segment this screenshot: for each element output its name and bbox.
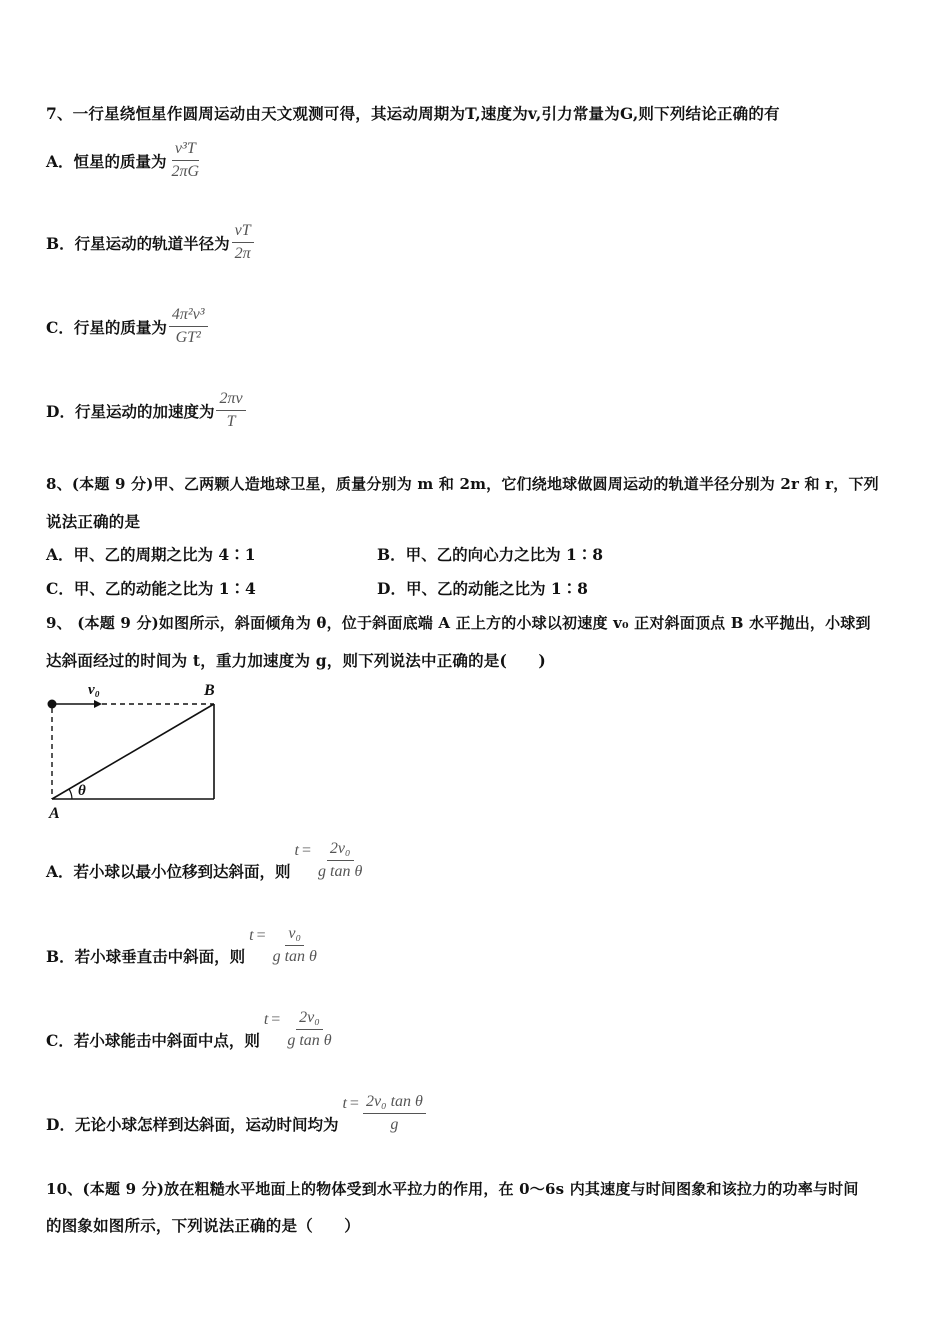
q9-d-frac (363, 1093, 426, 1135)
v0-label: v₀ (88, 682, 100, 698)
q9-a-frac (315, 840, 365, 882)
q9-option-a-label: A．若小球以最小位移到达斜面，则 (46, 861, 291, 881)
q7-d-denominator: T (226, 413, 236, 431)
q9-option-c-formula (263, 999, 335, 1050)
q7-b-numerator: vT (232, 222, 254, 243)
q7-option-b (46, 222, 254, 264)
q7-stem: 7、一行星绕恒星作圆周运动由天文观测可得，其运动周期为T,速度为v,引力常量为G,则下列结论正确的有 (46, 104, 780, 123)
q7-option-d-formula (216, 390, 245, 432)
q9-option-d-label: D．无论小球怎样到达斜面，运动时间均为 (46, 1114, 339, 1134)
q9-option-d-formula (342, 1083, 425, 1134)
incline-figure (44, 678, 224, 827)
q8-stem-line2: 说法正确的是 (46, 512, 141, 531)
q7-a-numerator: v³T (172, 140, 199, 161)
q9-stem-line1: 9、 (本题 9 分)如图所示，斜面倾角为 θ，位于斜面底端 A 正上方的小球以初速度 v₀ 正对斜面顶点 B 水平抛出，小球到 (46, 614, 871, 632)
q8-option-d: D．甲、乙的动能之比为 1∶8 (377, 579, 588, 598)
q9-c-numerator: 2v₀ (296, 1009, 323, 1030)
q9-d-eq: = (349, 1094, 359, 1112)
velocity-arrowhead (94, 700, 102, 708)
incline-diagram (44, 678, 224, 823)
q9-b-eq: = (256, 926, 266, 944)
q10-stem-line2: 的图象如图所示，下列说法正确的是（ ） (46, 1216, 361, 1235)
q9-d-numerator: 2v₀ tan θ (363, 1093, 426, 1114)
q9-d-denominator: g (390, 1116, 399, 1134)
q7-option-d-label: D．行星运动的加速度为 (46, 401, 215, 421)
q9-b-t: t (249, 926, 254, 944)
q7-option-c-label: C．行星的质量为 (46, 317, 167, 337)
theta-label: θ (78, 783, 86, 799)
q9-option-c-label: C．若小球能击中斜面中点，则 (46, 1030, 260, 1050)
q9-b-denominator: g tan θ (272, 948, 317, 966)
q9-a-denominator: g tan θ (318, 863, 363, 881)
q8-option-c: C．甲、乙的动能之比为 1∶4 (46, 579, 256, 598)
q7-option-a-label: A．恒星的质量为 (46, 151, 167, 171)
q7-option-c-formula (169, 306, 208, 348)
q7-b-denominator: 2π (234, 245, 251, 263)
q9-option-a (46, 840, 365, 882)
q9-option-c (46, 1009, 335, 1051)
q7-a-denominator: 2πG (171, 163, 200, 181)
q7-option-c (46, 306, 208, 348)
q9-a-eq: = (301, 841, 312, 859)
q9-a-numerator: 2v₀ (327, 840, 354, 861)
q10-stem-line1: 10、(本题 9 分)放在粗糙水平地面上的物体受到水平拉力的作用，在 0～6s 内其速度与时间图象和该拉力的功率与时间 (46, 1180, 859, 1198)
q7-option-a-formula (169, 140, 203, 182)
point-a-label: A (49, 805, 60, 822)
q9-c-t: t (263, 1010, 269, 1028)
q7-option-b-formula (232, 222, 254, 264)
incline-hypotenuse (52, 704, 214, 799)
q7-c-denominator: GT² (175, 329, 201, 347)
q9-option-d (46, 1093, 426, 1135)
q9-stem-line2: 达斜面经过的时间为 t，重力加速度为 g，则下列说法中正确的是( ) (46, 651, 546, 670)
q9-option-b-formula (249, 915, 320, 966)
q7-d-numerator: 2πv (216, 390, 245, 411)
q7-option-a (46, 140, 202, 182)
q9-d-t: t (342, 1094, 347, 1112)
q8-option-b: B．甲、乙的向心力之比为 1∶8 (377, 545, 604, 564)
angle-arc (69, 789, 72, 799)
q9-option-b (46, 925, 320, 967)
q9-c-denominator: g tan θ (287, 1032, 332, 1050)
q9-c-eq: = (271, 1010, 281, 1028)
q7-option-b-label: B．行星运动的轨道半径为 (46, 233, 230, 253)
q8-stem-line1: 8、(本题 9 分)甲、乙两颗人造地球卫星，质量分别为 m 和 2m，它们绕地球做圆周运动的轨道半径分别为 2r 和 r，下列 (46, 475, 879, 493)
point-b-label: B (204, 682, 215, 699)
q9-option-a-formula (294, 830, 366, 881)
q9-c-frac (284, 1009, 334, 1051)
q9-b-numerator: v₀ (285, 925, 304, 946)
q9-a-t: t (294, 841, 299, 859)
q7-option-d (46, 390, 246, 432)
q9-option-b-label: B．若小球垂直击中斜面，则 (46, 946, 246, 966)
q7-c-numerator: 4π²v³ (169, 306, 208, 327)
q8-option-a: A．甲、乙的周期之比为 4∶1 (46, 545, 256, 564)
q9-b-frac (270, 925, 320, 967)
